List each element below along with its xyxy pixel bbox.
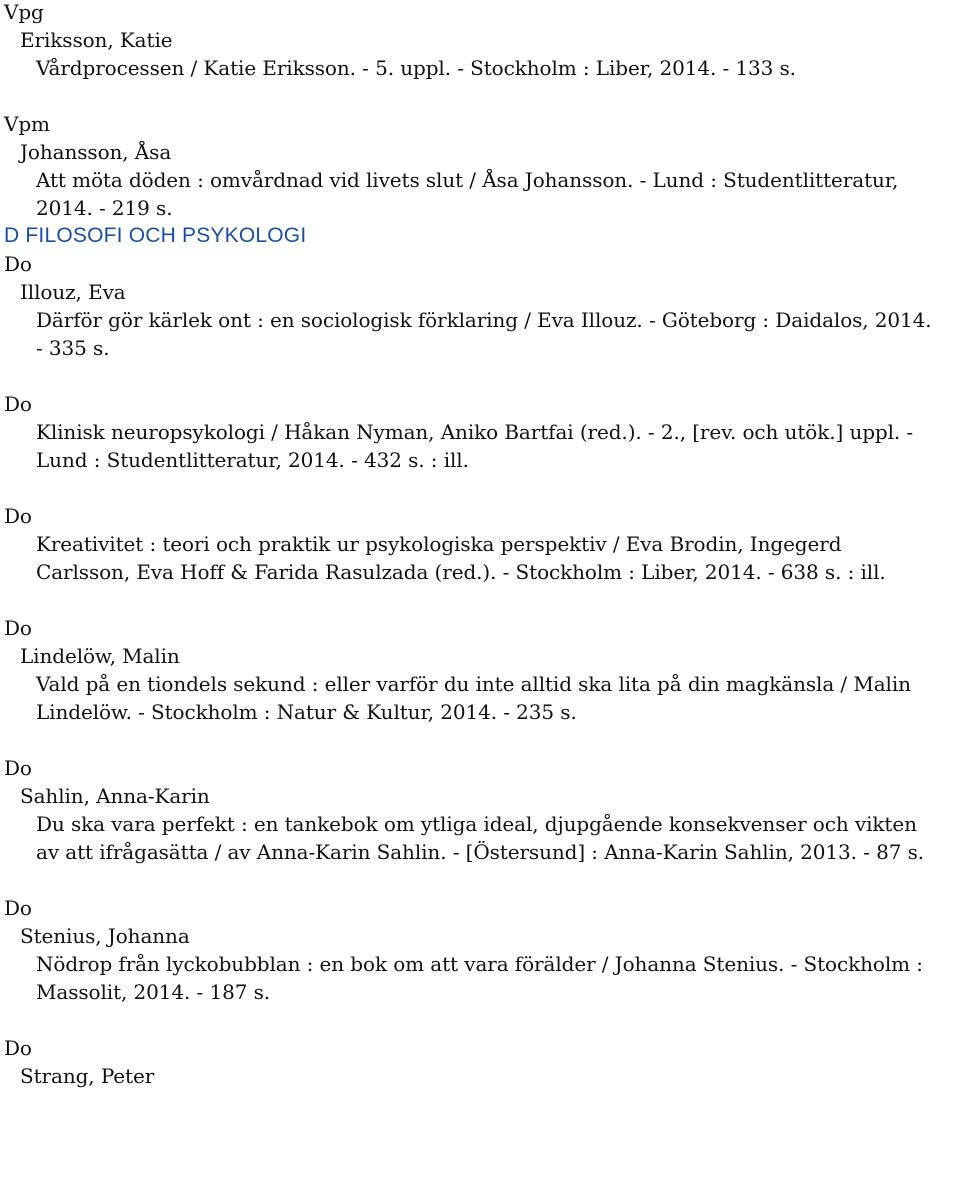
- section-heading: D FILOSOFI OCH PSYKOLOGI: [4, 224, 307, 247]
- catalog-entry: [4, 0, 954, 82]
- bibliographic-description: Nödrop från lyckobubblan : en bok om att vara förälder / Johanna Stenius. - Stockholm : Massolit, 2014. - 187 s.: [36, 952, 923, 1004]
- classification-code: Do: [4, 896, 32, 920]
- classification-code: Do: [4, 756, 32, 780]
- catalog-entry: [4, 250, 954, 362]
- bibliographic-description: Att möta döden : omvårdnad vid livets slut / Åsa Johansson. - Lund : Studentlitteratur, 2014. - 219 s.: [36, 168, 899, 220]
- catalog-entry: [4, 390, 954, 474]
- bibliographic-description: Vald på en tiondels sekund : eller varför du inte alltid ska lita på din magkänsla / Malin Lindelöw. - Stockholm : Natur & Kultur, 2014. - 235 s.: [36, 672, 911, 724]
- catalog-page: [4, 0, 954, 1090]
- author-name: Sahlin, Anna-Karin: [20, 784, 210, 808]
- classification-code: Vpm: [4, 112, 50, 136]
- bibliographic-description: Klinisk neuropsykologi / Håkan Nyman, Aniko Bartfai (red.). - 2., [rev. och utök.] uppl. - Lund : Studentlitteratur, 2014. - 432 s. : ill.: [36, 420, 914, 472]
- catalog-entry: [4, 502, 954, 586]
- catalog-entry: [4, 1034, 954, 1090]
- author-name: Eriksson, Katie: [20, 28, 173, 52]
- catalog-entry: [4, 894, 954, 1006]
- classification-code: Do: [4, 392, 32, 416]
- author-name: Lindelöw, Malin: [20, 644, 180, 668]
- author-name: Stenius, Johanna: [20, 924, 190, 948]
- classification-code: Do: [4, 504, 32, 528]
- author-name: Illouz, Eva: [20, 280, 126, 304]
- classification-code: Vpg: [4, 0, 44, 24]
- catalog-section: [4, 222, 954, 1090]
- catalog-entry: [4, 614, 954, 726]
- bibliographic-description: Vårdprocessen / Katie Eriksson. - 5. uppl. - Stockholm : Liber, 2014. - 133 s.: [36, 56, 796, 80]
- classification-code: Do: [4, 616, 32, 640]
- catalog-entry: [4, 110, 954, 222]
- author-name: Johansson, Åsa: [20, 140, 172, 164]
- author-name: Strang, Peter: [20, 1064, 155, 1088]
- bibliographic-description: Du ska vara perfekt : en tankebok om ytliga ideal, djupgående konsekvenser och vikten av att ifrågasätta / av Anna-Karin Sahlin. - [Östersund] : Anna-Karin Sahlin, 2013. - 87 s.: [36, 812, 925, 864]
- classification-code: Do: [4, 252, 32, 276]
- catalog-section: [4, 0, 954, 222]
- bibliographic-description: Därför gör kärlek ont : en sociologisk förklaring / Eva Illouz. - Göteborg : Daidalos, 2014. - 335 s.: [36, 308, 932, 360]
- bibliographic-description: Kreativitet : teori och praktik ur psykologiska perspektiv / Eva Brodin, Ingegerd Carlsson, Eva Hoff & Farida Rasulzada (red.). - Stockholm : Liber, 2014. - 638 s. : ill.: [36, 532, 886, 584]
- classification-code: Do: [4, 1036, 32, 1060]
- catalog-entry: [4, 754, 954, 866]
